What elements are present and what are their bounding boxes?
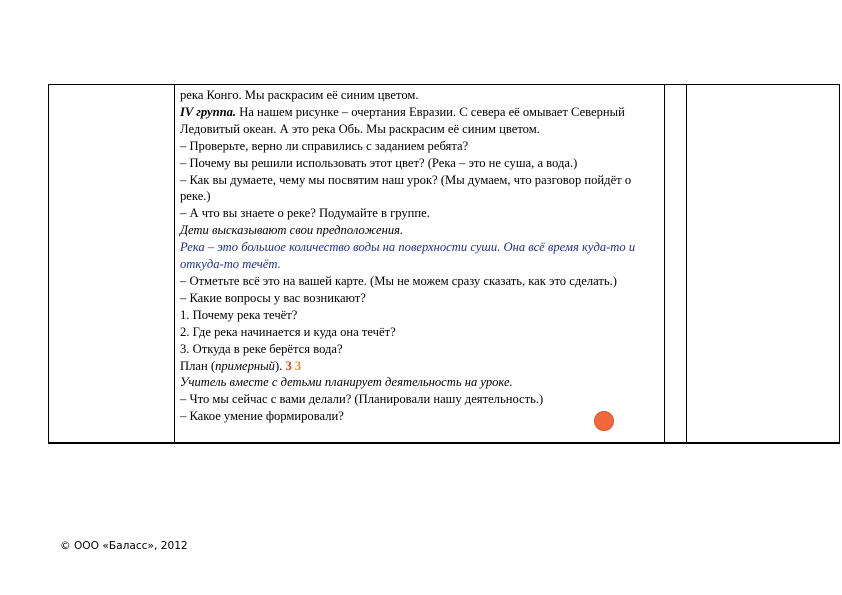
text-line: – Как вы думаете, чему мы посвятим наш урок? (Мы думаем, что разговор пойдёт о реке.) [180,172,632,204]
plan-number-orange: 3 [294,358,302,373]
plan-number-red: 3 [285,358,292,373]
text-line: – Почему вы решили использовать этот цвет? (Река – это не суша, а вода.) [180,155,578,170]
group-text: На нашем рисунке – очертания Евразии. С севера её омывает Северный Ледовитый океан. А это река Обь. Мы раскрасим её синим цветом. [180,104,625,136]
group-4-paragraph [180,104,660,138]
text-line: – Какие вопросы у вас возникают? [180,290,366,305]
teacher-note: Учитель вместе с детьми планирует деятельность на уроке. [180,375,513,390]
question-item: 2. Где река начинается и куда она течёт? [180,324,396,339]
text-line: – Отметьте всё это на вашей карте. (Мы не можем сразу сказать, как это сделать.) [180,273,617,288]
copyright-footer: © ООО «Баласс», 2012 [60,540,188,552]
table-column-divider [664,85,665,442]
text-line: река Конго. Мы раскрасим её синим цветом. [180,88,419,102]
plan-line: План (примерный). 3 3 [180,358,302,373]
lesson-table [48,84,840,444]
text-line: – Проверьте, верно ли справились с заданием ребята? [180,138,469,153]
question-item: 3. Откуда в реке берётся вода? [180,341,343,356]
text-line: – А что вы знаете о реке? Подумайте в группе. [180,206,430,221]
river-definition: Река – это большое количество воды на поверхности суши. Она всё время куда-то и откуда-то течёт. [180,240,636,272]
table-border-right [839,85,840,442]
table-border-left [48,85,49,442]
children-note: Дети высказывают свои предположения. [180,223,404,238]
orange-circle-marker [594,411,614,431]
lesson-content-cell [180,87,660,425]
table-column-divider [686,85,687,442]
table-column-divider [174,85,175,442]
question-item: 1. Почему река течёт? [180,307,298,322]
group-label: IV группа. [180,104,237,119]
text-line: – Какое умение формировали? [180,409,344,424]
text-line: – Что мы сейчас с вами делали? (Планировали нашу деятельность.) [180,392,544,407]
